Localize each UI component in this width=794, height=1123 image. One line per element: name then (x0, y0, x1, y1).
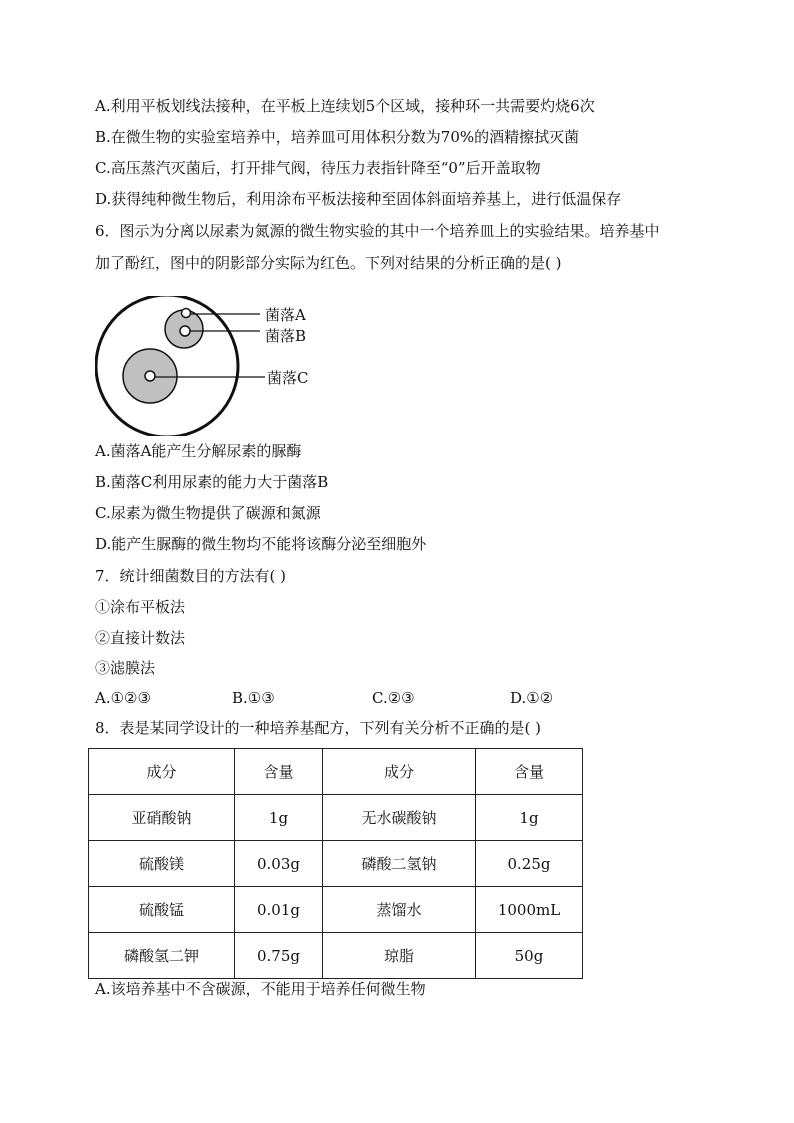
q7-option-d: D.①② (510, 689, 554, 707)
table-cell: 硫酸镁 (89, 841, 235, 887)
table-cell: 0.75g (235, 933, 323, 979)
q7-item-2: ②直接计数法 (95, 629, 186, 647)
table-header-cell: 成分 (323, 749, 476, 795)
q7-options (95, 689, 615, 709)
q6-stem-line2: 加了酚红，图中的阴影部分实际为红色。下列对结果的分析正确的是( ) (95, 254, 562, 272)
table-row (89, 887, 583, 933)
table-cell: 磷酸氢二钾 (89, 933, 235, 979)
table-cell: 琼脂 (323, 933, 476, 979)
table-row (89, 933, 583, 979)
table-cell: 蒸馏水 (323, 887, 476, 933)
table-cell: 亚硝酸钠 (89, 795, 235, 841)
table-cell: 1g (476, 795, 583, 841)
table-header-cell: 含量 (476, 749, 583, 795)
table-header-cell: 含量 (235, 749, 323, 795)
colony-a-label: 菌落A (265, 306, 306, 324)
q6-option-d: D.能产生脲酶的微生物均不能将该酶分泌至细胞外 (95, 535, 427, 553)
q8-stem: 8．表是某同学设计的一种培养基配方，下列有关分析不正确的是( ) (95, 719, 542, 737)
colony-b (180, 326, 190, 336)
colony-c-label: 菌落C (267, 369, 309, 387)
table-cell: 硫酸锰 (89, 887, 235, 933)
table-cell: 0.03g (235, 841, 323, 887)
q7-option-c: C.②③ (372, 689, 415, 707)
q7-option-b: B.①③ (232, 689, 275, 707)
q7-item-1: ①涂布平板法 (95, 598, 186, 616)
table-cell: 0.25g (476, 841, 583, 887)
q5-option-c: C.高压蒸汽灭菌后，打开排气阀，待压力表指针降至“0”后开盖取物 (95, 159, 541, 177)
table-cell: 无水碳酸钠 (323, 795, 476, 841)
table-header-cell: 成分 (89, 749, 235, 795)
q5-option-b: B.在微生物的实验室培养中，培养皿可用体积分数为70%的酒精擦拭灭菌 (95, 128, 580, 146)
q7-item-3: ③滤膜法 (95, 659, 156, 677)
q6-stem-line1: 6．图示为分离以尿素为氮源的微生物实验的其中一个培养皿上的实验结果。培养基中 (95, 222, 660, 240)
table-header-row (89, 749, 583, 795)
colony-a (182, 309, 191, 318)
table-cell: 1g (235, 795, 323, 841)
medium-composition-table (88, 748, 583, 979)
q8-option-a: A.该培养基中不含碳源，不能用于培养任何微生物 (95, 980, 426, 998)
q7-stem: 7．统计细菌数目的方法有( ) (95, 567, 287, 585)
table-cell: 1000mL (476, 887, 583, 933)
q6-option-c: C.尿素为微生物提供了碳源和氮源 (95, 504, 321, 522)
table-cell: 50g (476, 933, 583, 979)
table-cell: 磷酸二氢钠 (323, 841, 476, 887)
q6-option-a: A.菌落A能产生分解尿素的脲酶 (95, 442, 302, 460)
q5-option-d: D.获得纯种微生物后，利用涂布平板法接种至固体斜面培养基上，进行低温保存 (95, 190, 622, 208)
q5-option-a: A.利用平板划线法接种，在平板上连续划5个区域，接种环一共需要灼烧6次 (95, 97, 595, 115)
q7-option-a: A.①②③ (95, 689, 151, 707)
colony-b-label: 菌落B (265, 327, 307, 345)
table-cell: 0.01g (235, 887, 323, 933)
q6-option-b: B.菌落C利用尿素的能力大于菌落B (95, 473, 329, 491)
colony-c (145, 371, 155, 381)
table-row (89, 841, 583, 887)
table-row (89, 795, 583, 841)
petri-dish-figure (95, 296, 325, 436)
